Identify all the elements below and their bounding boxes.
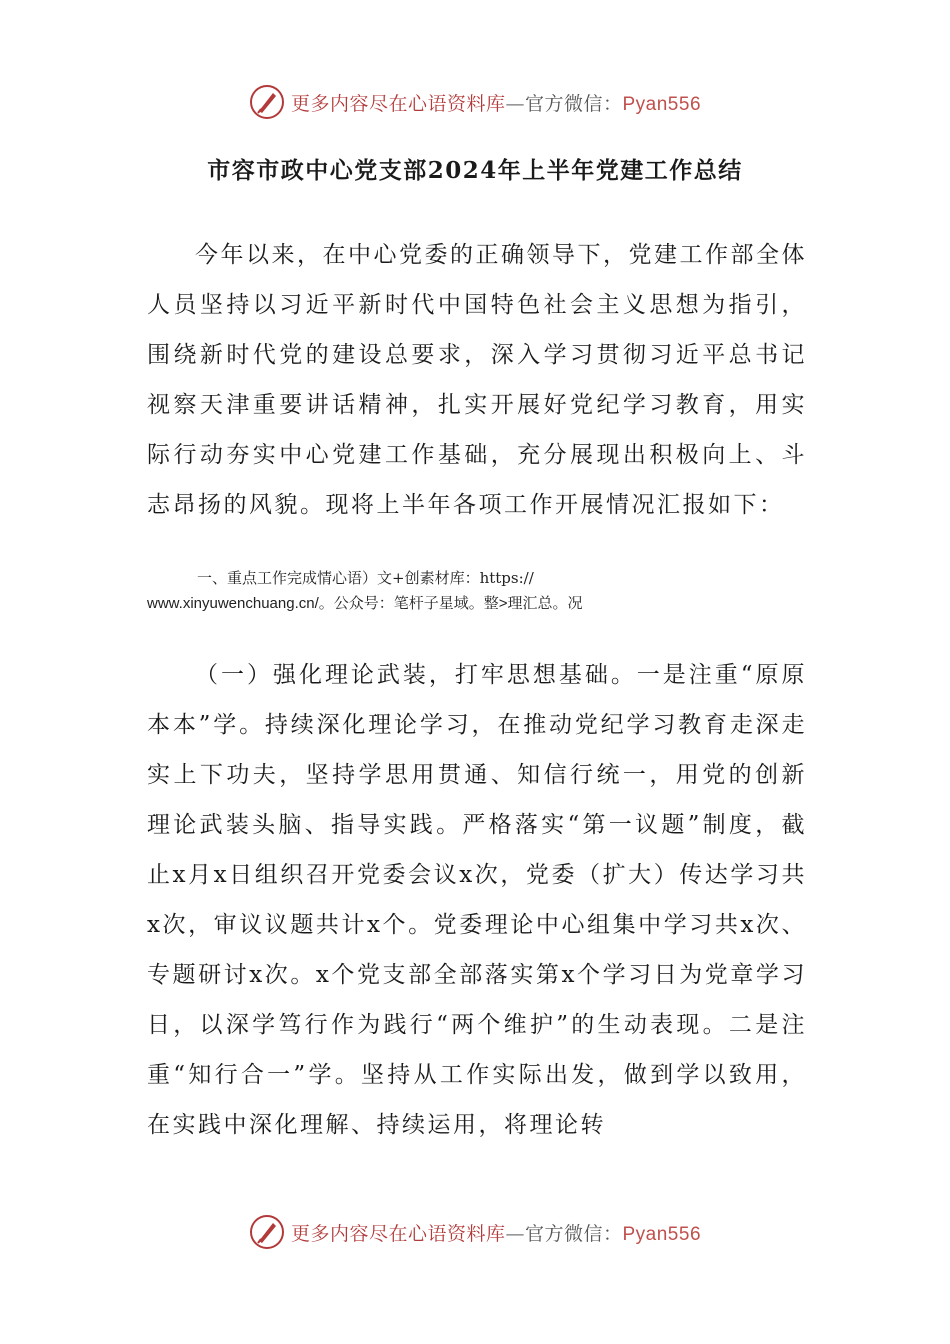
section-heading-line2: www.xinyuwenchuang.cn/。公众号：笔杆子星域。整>理汇总。况 bbox=[147, 595, 583, 612]
quill-logo-icon bbox=[249, 1214, 285, 1250]
watermark-banner-top bbox=[0, 82, 950, 122]
section-heading bbox=[147, 565, 707, 617]
section1-paragraph: （一）强化理论武装，打牢思想基础。一是注重“原原本本”学。持续深化理论学习，在推动党纪学习教育走深走实上下功夫，坚持学思用贯通、知信行统一，用党的创新理论武装头脑、指导实践。严格落实“第一议题”制度，截止x月x日组织召开党委会议x次，党委（扩大）传达学习共x次，审议议题共计x个。党委理论中心组集中学习共x次、专题研讨x次。x个党支部全部落实第x个学习日为党章学习日，以深学笃行作为践行“两个维护”的生动表现。二是注重“知行合一”学。坚持从工作实际出发，做到学以致用，在实践中深化理解、持续运用，将理论转 bbox=[147, 662, 807, 1138]
watermark-text: 更多内容尽在心语资料库—官方微信：Pyan556 bbox=[290, 1222, 702, 1245]
document-title: 市容市政中心党支部2024年上半年党建工作总结 bbox=[207, 157, 743, 184]
watermark-text: 更多内容尽在心语资料库—官方微信：Pyan556 bbox=[290, 92, 702, 115]
section-heading-line1: 一、重点工作完成情心语）文+创素材库：https:// bbox=[197, 569, 534, 587]
quill-logo-icon bbox=[249, 84, 285, 120]
watermark-banner-bottom bbox=[0, 1212, 950, 1252]
intro-paragraph: 今年以来，在中心党委的正确领导下，党建工作部全体人员坚持以习近平新时代中国特色社会主义思想为指引，围绕新时代党的建设总要求，深入学习贯彻习近平总书记视察天津重要讲话精神，扎实开展好党纪学习教育，用实际行动夯实中心党建工作基础，充分展现出积极向上、斗志昂扬的风貌。现将上半年各项工作开展情况汇报如下： bbox=[147, 242, 807, 518]
